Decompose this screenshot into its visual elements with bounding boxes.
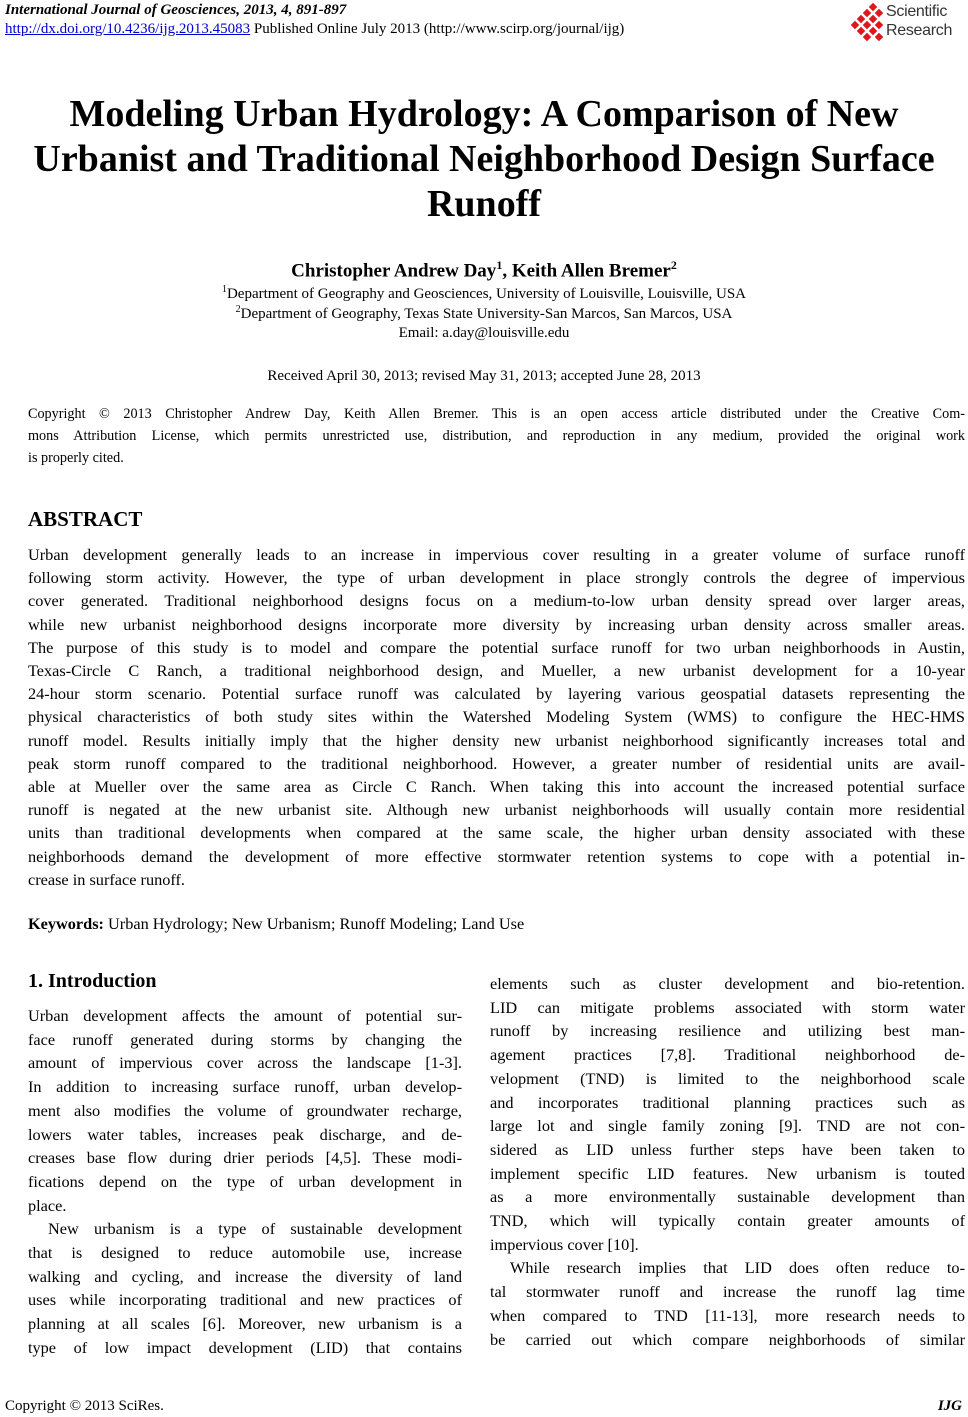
text-line: elements such as cluster development and bio-retention. — [490, 974, 965, 993]
text-line: place. — [28, 1195, 67, 1215]
author-2: Keith Allen Bremer — [511, 260, 671, 282]
left-column — [28, 1004, 462, 1360]
author-1-sup: 1 — [496, 258, 503, 272]
text-line: uses while incorporating traditional and new practices of — [28, 1290, 462, 1310]
text-line: while new urbanist neighborhood designs incorporate more diversity by increasing urban density across smaller areas. — [28, 614, 965, 634]
text-line: impervious cover [10]. — [490, 1234, 639, 1254]
text-line: neighborhoods demand the development of more effective stormwater retention systems to cope with a potential in- — [28, 846, 965, 866]
text-line: cover generated. Traditional neighborhood designs focus on a medium-to-low urban density spread over larger areas, — [28, 591, 965, 611]
text-line: that is designed to reduce automobile use, increase — [28, 1243, 462, 1263]
affiliation-2 — [0, 304, 968, 323]
text-line: TND, which will typically contain greater amounts of — [490, 1211, 965, 1231]
copyright-notice — [28, 403, 965, 469]
footer-journal: IJG — [937, 1398, 962, 1414]
text-line: Texas-Circle C Ranch, a traditional neighborhood design, and Mueller, a new urbanist development for a 10-year — [28, 661, 965, 681]
text-line: as a more environmentally sustainable development than — [490, 1187, 965, 1207]
text-line: lowers water tables, increases peak discharge, and de- — [28, 1124, 462, 1144]
logo-text-2: Research — [886, 22, 953, 39]
text-line: type of low impact development (LID) that contains — [28, 1337, 462, 1357]
text-line: able at Mueller over the same area as Circle C Ranch. When taking this into account the increased potential surface — [28, 777, 965, 797]
text-line: large lot and single family zoning [9]. TND are not con- — [490, 1116, 965, 1136]
paragraph — [490, 972, 965, 1256]
text-line: Urban development generally leads to an increase in impervious cover resulting in a greater volume of surface runoff — [28, 545, 965, 564]
abstract-body — [28, 543, 965, 891]
text-line: Urban development affects the amount of potential sur- — [28, 1006, 462, 1025]
title-line: Runoff — [426, 183, 542, 225]
text-line: tal stormwater runoff and increase the runoff lag time — [490, 1282, 965, 1302]
text-line: physical characteristics of both study sites within the Watershed Modeling System (WMS) to configure the HEC-HMS — [28, 707, 965, 727]
text-line: planning at all scales [6]. Moreover, new urbanism is a — [28, 1314, 462, 1334]
author-1: Christopher Andrew Day — [291, 260, 497, 282]
text-line: runoff model. Results initially imply that the higher density new urbanist neighborhood significantly increases total and — [28, 730, 965, 750]
text-line: face runoff generated during storms by changing the — [28, 1029, 462, 1049]
author-2-sup: 2 — [670, 258, 677, 272]
publication-info — [5, 21, 624, 38]
keywords — [28, 912, 524, 935]
text-line: runoff by increasing resilience and utilizing best man- — [490, 1021, 965, 1041]
text-line: agement practices [7,8]. Traditional neighborhood de- — [490, 1045, 965, 1065]
aff-text: Department of Geography, Texas State University-San Marcos, San Marcos, USA — [240, 306, 733, 322]
aff-sup: 2 — [235, 304, 241, 315]
paragraph — [28, 1004, 462, 1217]
journal-citation: International Journal of Geosciences, 2013, 4, 891-897 — [5, 2, 347, 18]
text-line: is properly cited. — [28, 450, 124, 466]
text-line: units than traditional developments when compared at the same scale, the higher urban density associated with these — [28, 823, 965, 843]
email: Email: a.day@louisville.edu — [398, 325, 570, 341]
right-column — [490, 972, 965, 1351]
text-line: mons Attribution License, which permits unrestricted use, distribution, and reproduction in any medium, provided the original work — [28, 428, 965, 444]
keywords-label: Keywords: — [28, 914, 104, 933]
logo-text-1: Scientific — [886, 3, 948, 20]
text-line: implement specific LID features. New urbanism is touted — [490, 1163, 965, 1183]
logo-diamond — [875, 33, 883, 41]
logo-diamond — [875, 9, 883, 17]
keywords-text: Urban Hydrology; New Urbanism; Runoff Modeling; Land Use — [103, 914, 525, 933]
text-line: and incorporates traditional planning practices such as — [490, 1092, 965, 1112]
text-line: walking and cycling, and increase the diversity of land — [28, 1266, 462, 1286]
authors — [0, 258, 968, 282]
text-line: when compared to TND [11-13], more research needs to — [490, 1305, 965, 1325]
text-line: fications depend on the type of urban development in — [28, 1171, 462, 1191]
footer-copyright: Copyright © 2013 SciRes. — [5, 1398, 164, 1414]
logo-diamond — [875, 21, 883, 29]
logo-diamond — [863, 33, 871, 41]
aff-sup: 1 — [221, 284, 227, 295]
paper-title — [0, 92, 968, 227]
text-line: be carried out which compare neighborhoods of similar — [490, 1329, 965, 1349]
title-line: Urbanist and Traditional Neighborhood Design Surface — [33, 138, 935, 180]
text-line: following storm activity. However, the type of urban development in place strongly controls the degree of impervious — [28, 568, 965, 588]
author-sep: , — [502, 260, 512, 282]
text-line: amount of impervious cover across the landscape [1-3]. — [28, 1053, 462, 1073]
affiliation-1 — [0, 284, 968, 303]
paragraph — [28, 1217, 462, 1359]
title-line: Modeling Urban Hydrology: A Comparison of New — [69, 93, 899, 135]
text-line: 24-hour storm scenario. Potential surface runoff was calculated by layering various geospatial datasets representing the — [28, 684, 965, 704]
text-line: While research implies that LID does often reduce to- — [510, 1258, 965, 1278]
text-line: LID can mitigate problems associated with storm water — [490, 997, 965, 1017]
text-line: runoff is negated at the new urbanist site. Although new urbanist neighborhoods will usually contain more residential — [28, 800, 965, 820]
text-line: New urbanism is a type of sustainable development — [48, 1219, 462, 1239]
intro-heading: 1. Introduction — [28, 970, 157, 992]
published-text: Published Online July 2013 (http://www.scirp.org/journal/ijg) — [250, 21, 625, 37]
text-line: The purpose of this study is to model and compare the potential surface runoff for two urban neighborhoods in Austin, — [28, 637, 965, 657]
dates: Received April 30, 2013; revised May 31, 2013; accepted June 28, 2013 — [267, 368, 701, 384]
doi-link[interactable]: http://dx.doi.org/10.4236/ijg.2013.45083 — [5, 21, 251, 37]
abstract-heading: ABSTRACT — [28, 507, 143, 531]
text-line: sidered as LID unless further steps have been taken to — [490, 1139, 965, 1159]
text-line: In addition to increasing surface runoff, urban develop- — [28, 1077, 462, 1097]
text-line: Copyright © 2013 Christopher Andrew Day, Keith Allen Bremer. This is an open access article distributed under the Creative Com- — [28, 406, 965, 422]
text-line: ment also modifies the volume of groundwater recharge, — [28, 1100, 462, 1120]
text-line: crease in surface runoff. — [28, 869, 186, 889]
text-line: peak storm runoff compared to the traditional neighborhood. However, a greater number of residential units are avail- — [28, 753, 965, 773]
text-line: creases base flow during drier periods [4,5]. These modi- — [28, 1148, 462, 1168]
paragraph — [490, 1256, 965, 1351]
scientific-research-logo — [852, 2, 968, 44]
aff-text: Department of Geography and Geosciences, University of Louisville, Louisville, USA — [226, 286, 747, 302]
text-line: velopment (TND) is limited to the neighborhood scale — [490, 1068, 965, 1088]
